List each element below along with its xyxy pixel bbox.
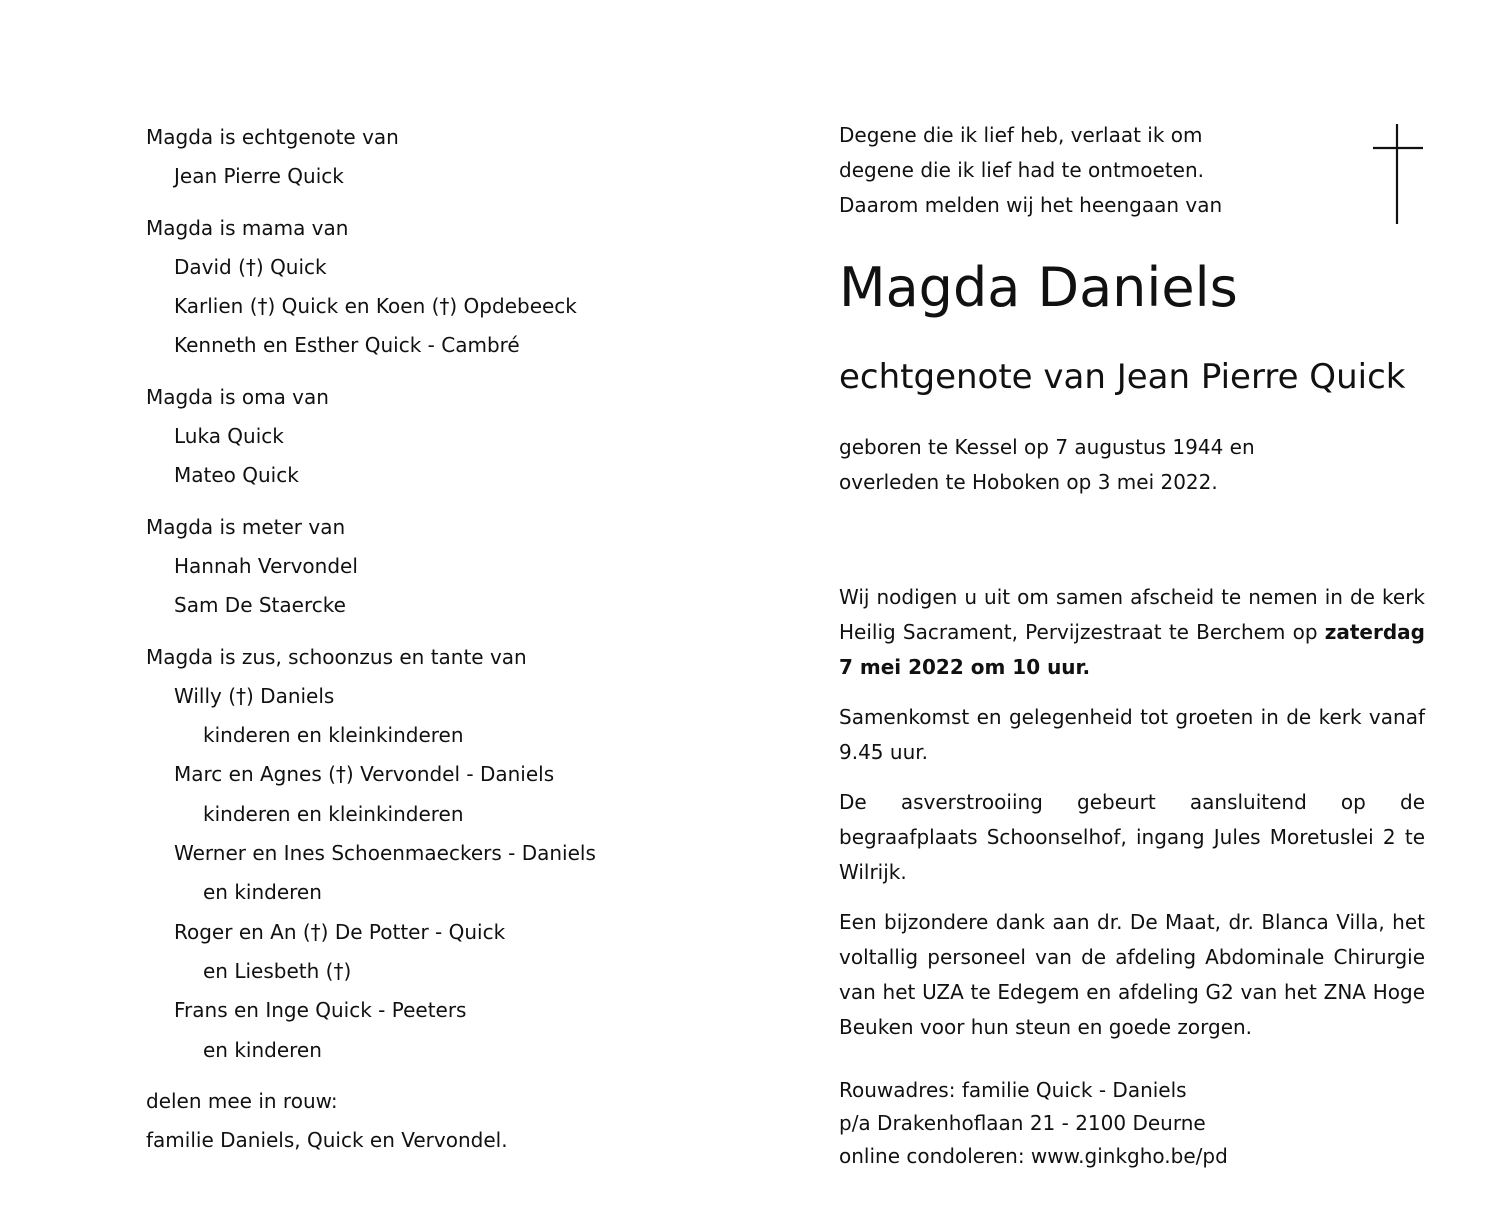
family-member: Karlien (†) Quick en Koen (†) Opdebeeck [174, 294, 577, 319]
condolence-line: online condoleren: www.ginkgho.be/pd [839, 1144, 1228, 1168]
invitation-paragraph [839, 580, 1425, 685]
mourning-address [839, 1074, 1228, 1173]
deceased-subtitle: echtgenote van Jean Pierre Quick [839, 357, 1406, 397]
family-member: Luka Quick [174, 424, 284, 449]
ceremony-info [839, 580, 1425, 1060]
thanks-paragraph: Een bijzondere dank aan dr. De Maat, dr. Blanca Villa, het voltallig personeel van de afdeling Abdominale Chirurgie van het UZA te Edegem en afdeling G2 van het ZNA Hoge Beuken voor hun steun en goede zorgen. [839, 910, 1425, 1039]
family-member: Willy (†) Daniels [174, 683, 335, 708]
section-heading: Magda is echtgenote van [146, 125, 399, 149]
family-section-children [146, 209, 746, 366]
family-member: Hannah Vervondel [174, 553, 358, 578]
family-section-siblings [146, 638, 746, 1070]
family-member: Sam De Staercke [174, 593, 346, 618]
gathering-paragraph: Samenkomst en gelegenheid tot groeten in de kerk vanaf 9.45 uur. [839, 705, 1425, 764]
family-member: familie Daniels, Quick en Vervondel. [146, 1128, 508, 1153]
family-list [146, 118, 746, 1172]
life-dates [839, 430, 1255, 500]
family-member: David (†) Quick [174, 254, 327, 279]
section-heading: delen mee in rouw: [146, 1088, 338, 1113]
section-heading: Magda is mama van [146, 215, 349, 240]
family-member: Mateo Quick [174, 463, 299, 488]
family-member: Kenneth en Esther Quick - Cambré [174, 333, 520, 358]
birth-line: geboren te Kessel op 7 augustus 1944 en [839, 435, 1255, 459]
intro-verse [839, 118, 1425, 223]
invitation-date: zaterdag 7 mei 2022 om 10 uur. [839, 620, 1425, 679]
address-line: p/a Drakenhoflaan 21 - 2100 Deurne [839, 1111, 1206, 1135]
verse-line: degene die ik lief had te ontmoeten. [839, 158, 1205, 182]
family-member-sub: en kinderen [203, 1037, 322, 1062]
family-member: Frans en Inge Quick - Peeters [174, 998, 467, 1023]
family-member: Werner en Ines Schoenmaeckers - Daniels [174, 841, 596, 866]
address-line: Rouwadres: familie Quick - Daniels [839, 1078, 1187, 1102]
family-member-sub: kinderen en kleinkinderen [203, 801, 464, 826]
deceased-name: Magda Daniels [839, 256, 1238, 319]
section-heading: Magda is meter van [146, 514, 346, 539]
family-member-sub: en kinderen [203, 880, 322, 905]
family-section-mourning [146, 1082, 746, 1161]
family-member: Jean Pierre Quick [174, 164, 344, 189]
family-member-sub: kinderen en kleinkinderen [203, 723, 464, 748]
family-member: Roger en An (†) De Potter - Quick [174, 919, 506, 944]
family-section-grandchildren [146, 378, 746, 496]
family-section-spouse [146, 118, 746, 197]
cross-icon [1373, 124, 1423, 224]
family-section-godchildren [146, 508, 746, 626]
section-heading: Magda is oma van [146, 384, 329, 409]
death-line: overleden te Hoboken op 3 mei 2022. [839, 470, 1218, 494]
ashes-paragraph: De asverstrooiing gebeurt aansluitend op de begraafplaats Schoonselhof, ingang Jules Moretuslei 2 te Wilrijk. [839, 790, 1425, 884]
family-member: Marc en Agnes (†) Vervondel - Daniels [174, 762, 555, 787]
family-member-sub: en Liesbeth (†) [203, 958, 352, 983]
verse-line: Daarom melden wij het heengaan van [839, 193, 1223, 217]
section-heading: Magda is zus, schoonzus en tante van [146, 644, 527, 669]
verse-line: Degene die ik lief heb, verlaat ik om [839, 123, 1203, 147]
invitation-text: Wij nodigen u uit om samen afscheid te nemen in de kerk Heilig Sacrament, Pervijzestraat te Berchem op [839, 585, 1425, 644]
